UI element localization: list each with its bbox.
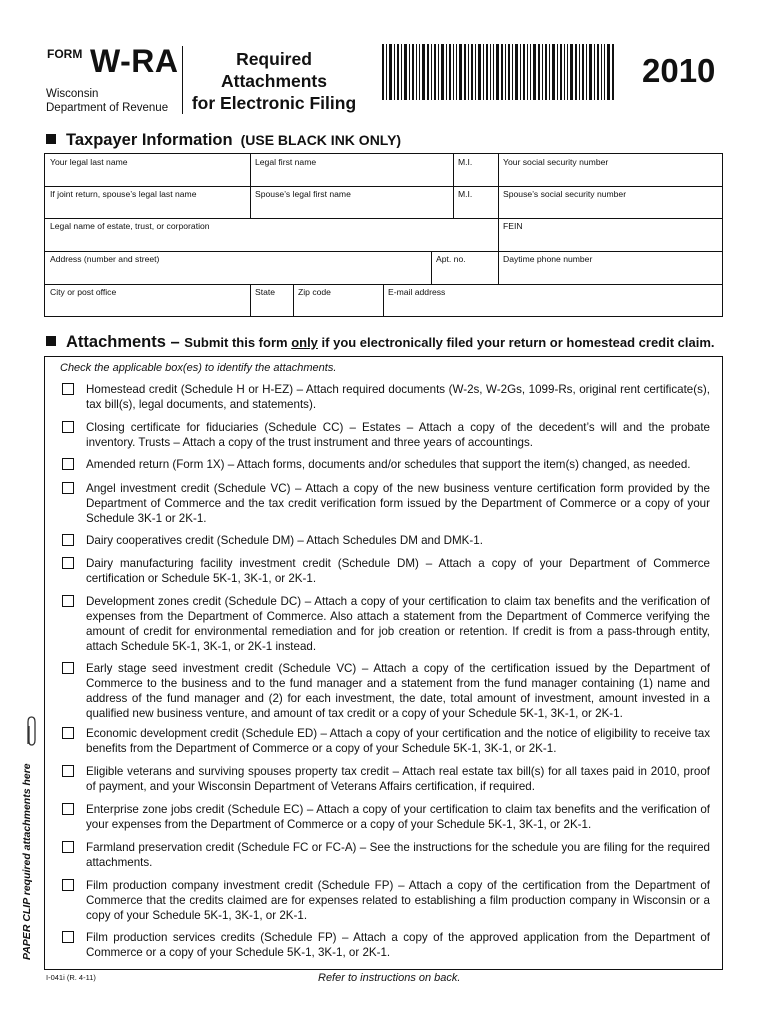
attachment-text: Farmland preservation credit (Schedule FC or FC-A) – See the instructions for the schedule you are filing for the required attachments.	[86, 841, 710, 870]
col-divider	[498, 154, 499, 284]
spouse-ssn-field[interactable]: Spouse’s social security number	[503, 189, 627, 199]
address-field[interactable]: Address (number and street)	[50, 254, 160, 264]
barcode	[382, 44, 614, 100]
state-name: Wisconsin	[46, 88, 99, 100]
attachments-heading-text: Attachments	[66, 333, 166, 351]
attachment-text: Eligible veterans and surviving spouses property tax credit – Attach real estate tax bill(s) for all taxes paid in 2010, proof of payment, and your Wisconsin Department of Veterans Affairs certification, if required.	[86, 765, 710, 794]
legal-first-name-field[interactable]: Legal first name	[255, 157, 317, 167]
middle-initial-field[interactable]: M.I.	[458, 157, 473, 167]
attachments-subtitle	[184, 335, 714, 350]
title-line-1: Required	[236, 49, 312, 69]
attachment-text: Development zones credit (Schedule DC) – Attach a copy of your certification to claim tax benefits and the verification of expenses from the Department of Commerce. Also attach a statement from the Department of Commerce verifying the amount of credit for environmental remediation and for job creation or retention. If credit is from a pass-through entity, attach Schedule 5K-1, 3K-1, or 2K-1 instead.	[86, 595, 710, 654]
attachment-text: Economic development credit (Schedule ED) – Attach a copy of your certification and the notice of eligibility to receive tax benefits from the Department of Commerce or a copy of your Schedule 5K-1, 3K-1, or 2K-1.	[86, 727, 710, 756]
check-instruction: Check the applicable box(es) to identify the attachments.	[60, 362, 337, 374]
attachment-checkbox[interactable]	[62, 879, 74, 891]
subtitle-part-1: Submit this form	[184, 335, 292, 350]
col-divider	[431, 251, 432, 284]
attachment-text: Dairy cooperatives credit (Schedule DM) – Attach Schedules DM and DMK-1.	[86, 534, 483, 547]
city-field[interactable]: City or post office	[50, 287, 117, 297]
attachment-text: Film production company investment credit (Schedule FP) – Attach a copy of the certification from the Department of Commerce that the credits claimed are for expenses related to establishing a film production company in Wisconsin or a copy of your Schedule 5K-1, 3K-1, or 2K-1.	[86, 879, 710, 923]
title-line-3: for Electronic Filing	[191, 93, 357, 113]
form-label: FORM	[47, 47, 83, 61]
square-bullet-icon	[46, 134, 56, 144]
attachment-text: Closing certificate for fiduciaries (Schedule CC) – Estates – Attach a copy of the decedent’s will and the probate inventory. Trusts – Attach a copy of the trust instrument and three years of accountings.	[86, 421, 710, 450]
header-divider	[182, 46, 183, 114]
col-divider	[383, 284, 384, 317]
phone-field[interactable]: Daytime phone number	[503, 254, 593, 264]
col-divider	[250, 154, 251, 218]
email-field[interactable]: E-mail address	[388, 287, 446, 297]
attachment-text: Homestead credit (Schedule H or H-EZ) – Attach required documents (W-2s, W-2Gs, 1099-Rs, original rent certificate(s), tax bill(s), legal documents, and statements).	[86, 383, 710, 412]
attachment-checkbox[interactable]	[62, 595, 74, 607]
attachment-text: Early stage seed investment credit (Schedule VC) – Attach a copy of the certification issued by the Department of Commerce to the business and to the fund manager and a statement from the fund manager containing (1) name and address of the fund manager and (2) for each investment, the date, total amount of investment, amount invested in a qualified new business venture, and amount of tax credit or a copy of your Schedule 5K-1, 3K-1, or 2K-1.	[86, 662, 710, 721]
form-id: I-041i (R. 4-11)	[46, 973, 96, 982]
title-line-2: Attachments	[221, 71, 327, 91]
department-name: Department of Revenue	[46, 102, 169, 114]
estate-name-field[interactable]: Legal name of estate, trust, or corporation	[50, 221, 210, 231]
attachments-heading	[46, 333, 715, 352]
heading-dash: –	[165, 333, 185, 351]
zip-field[interactable]: Zip code	[298, 287, 331, 297]
attachment-checkbox[interactable]	[62, 662, 74, 674]
row-divider	[45, 251, 722, 252]
col-divider	[293, 284, 294, 317]
col-divider	[250, 284, 251, 317]
attachment-checkbox[interactable]	[62, 482, 74, 494]
attachment-checkbox[interactable]	[62, 803, 74, 815]
attachment-text: Enterprise zone jobs credit (Schedule EC) – Attach a copy of your certification to claim tax benefits and the verification of your expenses from the Department of Commerce or a copy of your Schedule 5K-1, 3K-1, or 2K-1.	[86, 803, 710, 832]
attachment-checkbox[interactable]	[62, 727, 74, 739]
paper-clip-note: PAPER CLIP required attachments here	[21, 763, 33, 960]
state-field[interactable]: State	[255, 287, 276, 297]
attachment-checkbox[interactable]	[62, 383, 74, 395]
fein-field[interactable]: FEIN	[503, 221, 523, 231]
ssn-field[interactable]: Your social security number	[503, 157, 609, 167]
spouse-middle-initial-field[interactable]: M.I.	[458, 189, 473, 199]
attachment-checkbox[interactable]	[62, 765, 74, 777]
taxpayer-heading-text: Taxpayer Information	[66, 131, 233, 149]
attachment-text: Dairy manufacturing facility investment credit (Schedule DM) – Attach a copy of your Department of Commerce certification or Schedule 5K-1, 3K-1, or 2K-1.	[86, 557, 710, 586]
attachment-text: Amended return (Form 1X) – Attach forms, documents and/or schedules that support the item(s) changed, as needed.	[86, 458, 691, 471]
attachment-text: Film production services credits (Schedule FP) – Attach a copy of the approved application from the Department of Commerce or a copy of your Schedule 5K-1, 3K-1, or 2K-1.	[86, 931, 710, 960]
attachment-checkbox[interactable]	[62, 458, 74, 470]
attachment-text: Angel investment credit (Schedule VC) – Attach a copy of the new business venture certification form provided by the Department of Commerce and the tax credit verification form issued by the Department of Commerce or a copy of your Schedule 3K-1 or 2K-1.	[86, 482, 710, 526]
tax-year: 2010	[642, 52, 716, 89]
row-divider	[45, 218, 722, 219]
square-bullet-icon	[46, 336, 56, 346]
apt-field[interactable]: Apt. no.	[436, 254, 466, 264]
col-divider	[453, 154, 454, 218]
taxpayer-heading	[46, 131, 401, 150]
subtitle-emphasis: only	[291, 335, 318, 350]
form-title	[190, 48, 358, 114]
row-divider	[45, 186, 722, 187]
attachment-checkbox[interactable]	[62, 557, 74, 569]
attachment-checkbox[interactable]	[62, 534, 74, 546]
taxpayer-grid	[44, 153, 723, 317]
spouse-first-name-field[interactable]: Spouse’s legal first name	[255, 189, 351, 199]
attachment-checkbox[interactable]	[62, 421, 74, 433]
legal-last-name-field[interactable]: Your legal last name	[50, 157, 128, 167]
agency	[46, 87, 168, 115]
paper-clip-icon	[24, 714, 38, 748]
form-number: W-RA	[90, 43, 179, 79]
attachment-checkbox[interactable]	[62, 931, 74, 943]
attachment-checkbox[interactable]	[62, 841, 74, 853]
subtitle-part-2: if you electronically filed your return or homestead credit claim.	[317, 335, 715, 350]
spouse-last-name-field[interactable]: If joint return, spouse’s legal last name	[50, 189, 197, 199]
ink-note: (USE BLACK INK ONLY)	[240, 132, 402, 148]
refer-note: Refer to instructions on back.	[318, 972, 461, 984]
